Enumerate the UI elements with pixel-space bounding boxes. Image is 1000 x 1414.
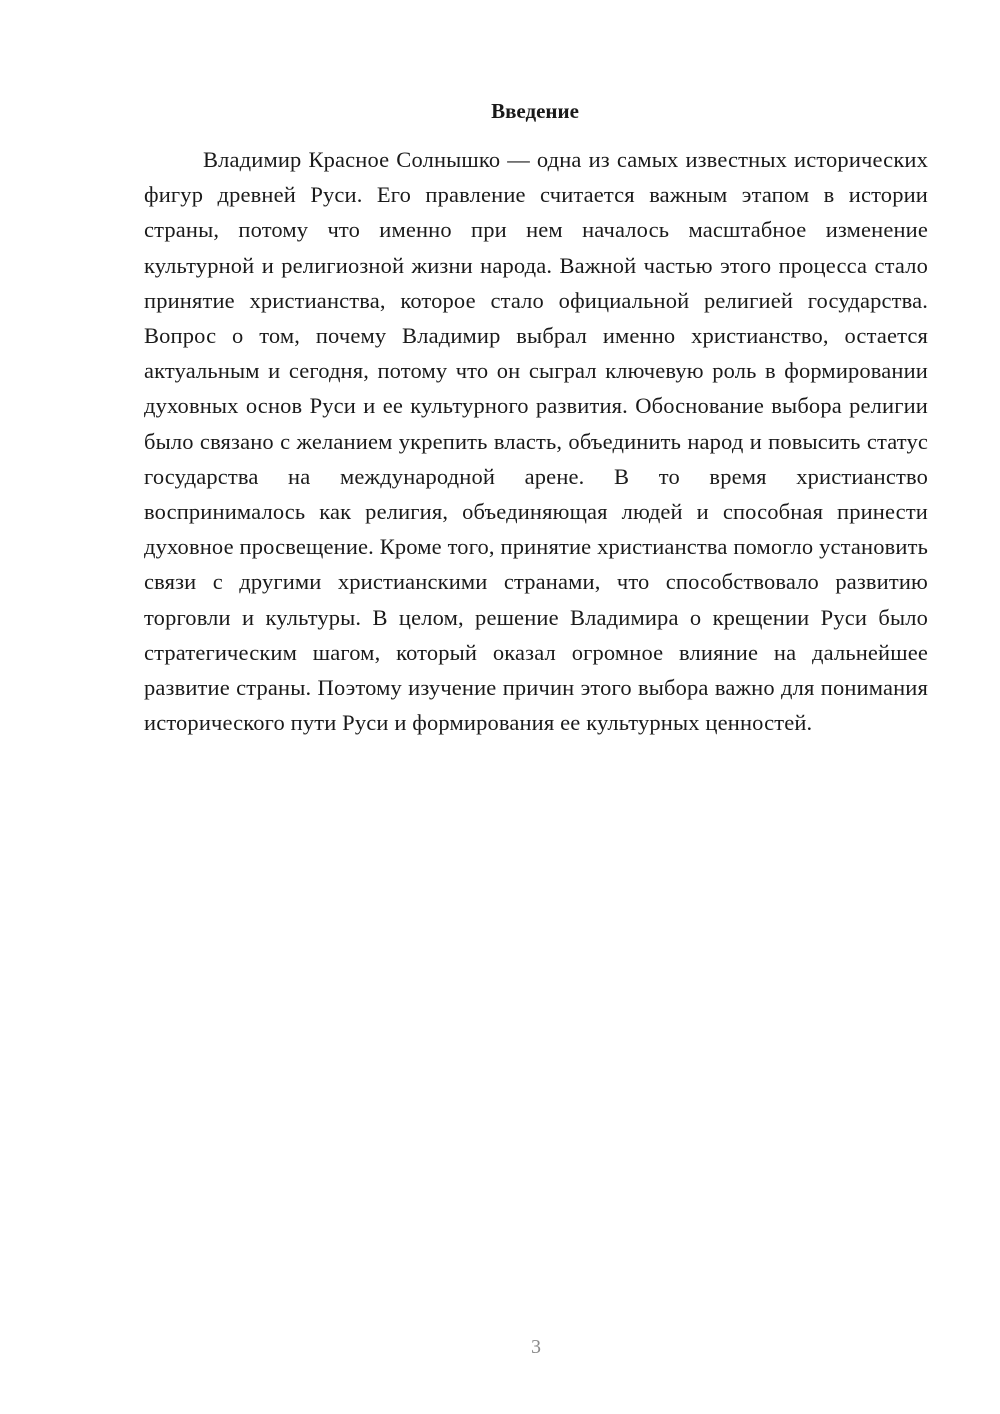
introduction-paragraph: Владимир Красное Солнышко — одна из самых известных исторических фигур древней Руси. Его правление считается важным этапом в истории страны, потому что именно при нем началось масштабное изменение культурной и религиозной жизни народа. Важной частью этого процесса стало принятие христианства, которое стало официальной религией государства. Вопрос о том, почему Владимир выбрал именно христианство, остается актуальным и сегодня, потому что он сыграл ключевую роль в формировании духовных основ Руси и ее культурного развития. Обоснование выбора религии было связано с желанием укрепить власть, объединить народ и повысить статус государства на международной арене. В то время христианство воспринималось как религия, объединяющая людей и способная принести духовное просвещение. Кроме того, принятие христианства помогло установить связи с другими христианскими странами, что способствовало развитию торговли и культуры. В целом, решение Владимира о крещении Руси было стратегическим шагом, который оказал огромное влияние на дальнейшее развитие страны. Поэтому изучение причин этого выбора важно для понимания исторического пути Руси и формирования ее культурных ценностей. — [144, 147, 928, 736]
section-heading: Введение — [491, 99, 579, 123]
page-number: 3 — [531, 1336, 541, 1358]
